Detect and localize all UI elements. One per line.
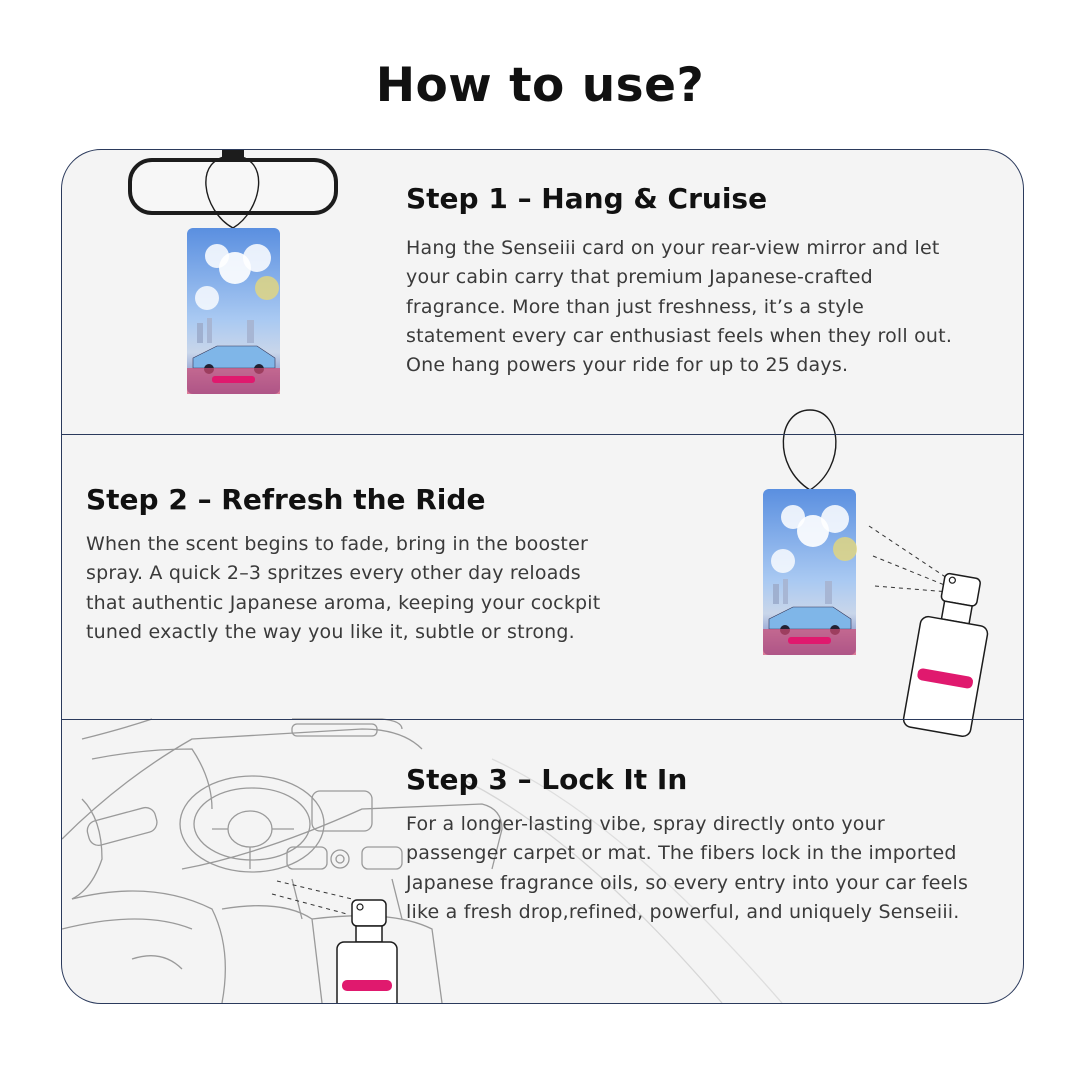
step-1-line: fragrance. More than just freshness, it’s a style	[406, 295, 865, 318]
card-and-spray-illustration	[757, 406, 1007, 746]
step-2-description	[86, 530, 600, 647]
step-1-line: Hang the Senseiii card on your rear-view mirror and let	[406, 237, 940, 259]
step-2-line: tuned exactly the way you like it, subtle or strong.	[86, 620, 575, 643]
step-3-line: passenger carpet or mat. The fibers lock in the imported	[406, 842, 957, 865]
divider-1	[62, 434, 1023, 435]
step-1-line: your cabin carry that premium Japanese-crafted	[406, 266, 873, 289]
divider-2	[62, 719, 1023, 720]
step-1-line: One hang powers your ride for up to 25 days.	[406, 354, 849, 377]
step-1-title: Step 1 – Hang & Cruise	[406, 182, 768, 215]
step-3-line: like a fresh drop,refined, powerful, and uniquely Senseiii.	[406, 900, 960, 923]
step-3-title: Step 3 – Lock It In	[406, 763, 688, 796]
step-2-title: Step 2 – Refresh the Ride	[86, 483, 486, 516]
steps-panel	[61, 149, 1024, 1004]
step-2-line: spray. A quick 2–3 spritzes every other day reloads	[86, 562, 581, 585]
page-title: How to use?	[375, 58, 705, 113]
step-3-line: For a longer-lasting vibe, spray directly onto your	[406, 813, 885, 835]
step-2-line: When the scent begins to fade, bring in the booster	[86, 533, 588, 555]
step-3-description	[406, 810, 968, 927]
step-2-line: that authentic Japanese aroma, keeping your cockpit	[86, 591, 601, 614]
step-1-line: statement every car enthusiast feels when they roll out.	[406, 324, 953, 347]
spray-bottle-illustration	[334, 898, 404, 1004]
step-3-line: Japanese fragrance oils, so every entry into your car feels	[406, 871, 969, 894]
step-1-description	[406, 234, 952, 380]
rear-view-mirror-illustration	[122, 149, 352, 406]
